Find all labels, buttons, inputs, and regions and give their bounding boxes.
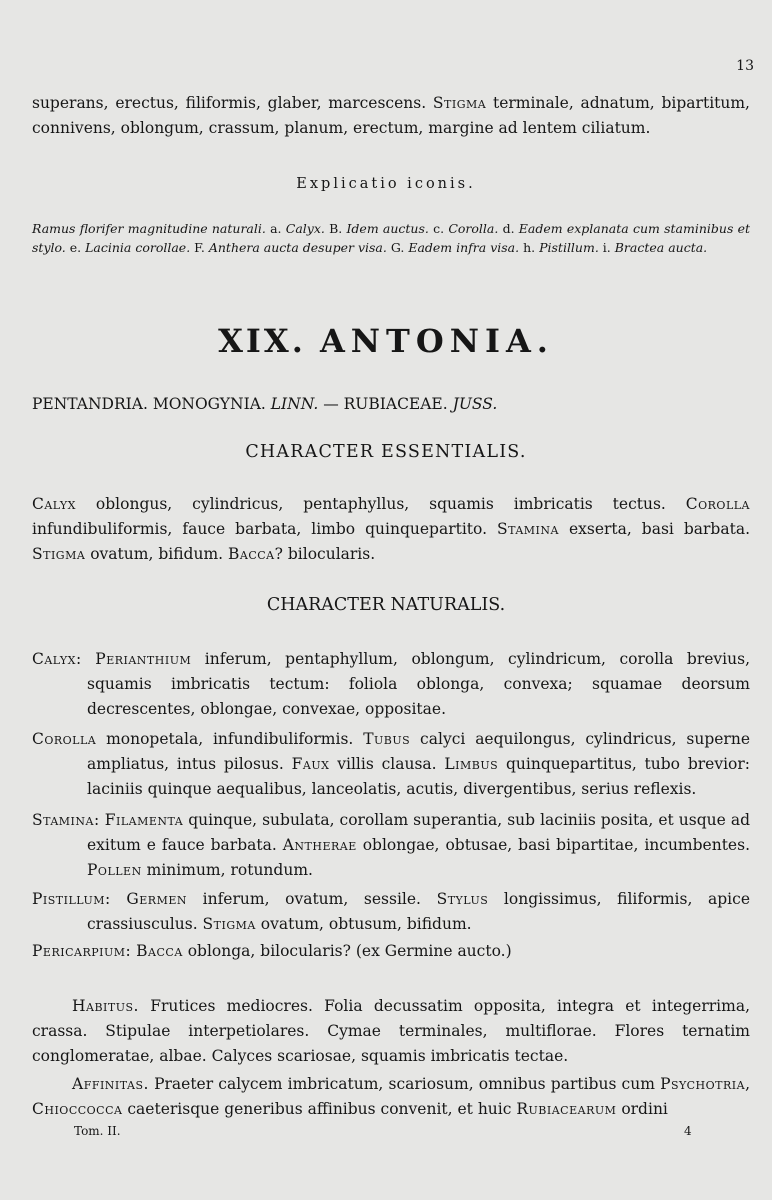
text-run: longissimus, filiformis, apice crassiusculus. (87, 890, 750, 933)
small-caps-term: Habitus. (72, 997, 139, 1015)
text-run: B. (324, 221, 347, 236)
text-run: i. (598, 240, 615, 255)
intro-line-1: superans, erectus, filiformis, glaber, marcescens. (32, 94, 427, 112)
text-run: exserta, basi barbata. (558, 520, 750, 538)
caption-italic-run: Anthera aucta desuper visa. (208, 240, 387, 255)
caption-italic-run: Idem auctus. (346, 221, 429, 236)
genus-title (0, 322, 772, 360)
text-run: minimum, rotundum. (141, 861, 313, 879)
small-caps-term: Psychotria (660, 1075, 746, 1093)
small-caps-term: Stylus (436, 890, 489, 908)
small-caps-term: Chioccocca (32, 1100, 123, 1118)
caption-italic-run: Pistillum. (539, 240, 599, 255)
text-run: oblongus, cylindricus, pentaphyllus, squamis imbricatis tectus. (76, 495, 686, 513)
small-caps-term: Stamina (497, 520, 559, 538)
naturalis-entry-pericarpium (32, 939, 750, 964)
footer-volume: Tom. II. (74, 1124, 121, 1138)
text-run: ovatum, obtusum, bifidum. (255, 915, 472, 933)
intro-line-1-end: terminale, adnatum, bipartitum, (493, 94, 750, 112)
text-run: d. (498, 221, 519, 236)
text-run: villis clausa. (329, 755, 445, 773)
small-caps-term: Pericarpium: (32, 942, 132, 960)
small-caps-term: Pollen (87, 861, 142, 879)
naturalis-entry-pistillum (32, 887, 750, 937)
footer-signature: 4 (684, 1124, 692, 1138)
text-run: infundibuliformis, fauce barbata, limbo quinquepartito. (32, 520, 497, 538)
text-run (82, 650, 96, 668)
caption-italic-run: Calyx. (285, 221, 325, 236)
text-run: ordini (616, 1100, 668, 1118)
caption-italic-run: Eadem infra visa. (408, 240, 520, 255)
small-caps-term: Tubus (363, 730, 411, 748)
text-run: h. (519, 240, 540, 255)
caption-italic-run: Lacinia corollae. (85, 240, 191, 255)
small-caps-term: Calyx (32, 495, 76, 513)
explicatio-heading: Explicatio iconis. (296, 176, 476, 192)
text-run: quinque, subulata, corollam superantia, sub laciniis posita, et usque ad exitum e fauce barbata. (87, 811, 750, 854)
text-run: inferum, ovatum, sessile. (187, 890, 437, 908)
naturalis-entry-stamina (32, 808, 750, 883)
classification-family: RUBIACEAE. (343, 395, 448, 413)
text-run: oblonga, bilocularis? (ex Germine aucto.) (182, 942, 512, 960)
text-run: inferum, pentaphyllum, oblongum, cylindricum, corolla brevius, squamis imbricatis tectum: foliola oblonga, convexa; squamae deorsum decrescentes, oblongae, convexae, oppositae. (87, 650, 750, 718)
explicatio-caption (32, 219, 750, 257)
intro-line-2: connivens, oblongum, crassum, planum, erectum, margine ad lentem ciliatum. (32, 119, 651, 137)
naturalis-heading: CHARACTER NATURALIS. (266, 595, 506, 615)
genus-number: XIX. (218, 322, 306, 360)
text-run: , (745, 1075, 750, 1093)
small-caps-term: Corolla (685, 495, 750, 513)
text-run: Frutices mediocres. Folia decussatim opposita, integra et integerrima, crassa. Stipulae interpetiolares. Cymae terminales, multiflorae. Flores ternatim conglomeratae, albae. Calyces scariosae, squamis imbricatis tectae. (32, 997, 750, 1065)
small-caps-term: Stigma (202, 915, 256, 933)
caption-italic-run: Ramus florifer magnitudine naturali. (32, 221, 266, 236)
naturalis-entry-calyx (32, 647, 750, 722)
text-run (111, 890, 127, 908)
text-run: e. (65, 240, 86, 255)
small-caps-term: Stamina: (32, 811, 100, 829)
classification-juss: JUSS. (452, 395, 498, 413)
classification-line (32, 395, 497, 413)
genus-name: ANTONIA. (319, 322, 554, 360)
small-caps-term: Bacca (136, 942, 183, 960)
text-run: calyci aequilongus, cylindricus, superne ampliatus, intus pilosus. (87, 730, 750, 773)
affinitas-paragraph (32, 1072, 750, 1122)
classification-dash: — (323, 395, 339, 413)
text-run: G. (386, 240, 409, 255)
text-run: c. (428, 221, 449, 236)
small-caps-term: Antherae (282, 836, 357, 854)
small-caps-term: Germen (126, 890, 188, 908)
small-caps-term: Faux (291, 755, 330, 773)
small-caps-term: Pistillum: (32, 890, 111, 908)
text-run: Praeter calycem imbricatum, scariosum, omnibus partibus cum (148, 1075, 661, 1093)
naturalis-entry-corolla (32, 727, 750, 802)
small-caps-term: Rubiacearum (516, 1100, 617, 1118)
small-caps-term: Corolla (32, 730, 97, 748)
page-number: 13 (736, 58, 754, 74)
small-caps-term: Filamenta (104, 811, 184, 829)
intro-stigma-label: Stigma (432, 94, 487, 112)
small-caps-term: Bacca (228, 545, 275, 563)
small-caps-term: Perianthium (95, 650, 192, 668)
caption-italic-run: Eadem explanata cum staminibus et stylo. (32, 221, 751, 255)
habitus-paragraph (32, 994, 750, 1069)
classification-system: PENTANDRIA. MONOGYNIA. (32, 395, 266, 413)
small-caps-term: Limbus (444, 755, 499, 773)
text-run: a. (265, 221, 286, 236)
text-run: oblongae, obtusae, basi bipartitae, incumbentes. (356, 836, 750, 854)
small-caps-term: Affinitas. (72, 1075, 149, 1093)
text-run: F. (190, 240, 209, 255)
text-run: caeterisque generibus affinibus convenit, et huic (122, 1100, 517, 1118)
small-caps-term: Stigma (32, 545, 86, 563)
text-run: ovatum, bifidum. (85, 545, 228, 563)
text-run: ? bilocularis. (274, 545, 376, 563)
small-caps-term: Calyx: (32, 650, 82, 668)
text-run: monopetala, infundibuliformis. (96, 730, 364, 748)
classification-linn: LINN. (270, 395, 319, 413)
essentialis-heading: CHARACTER ESSENTIALIS. (245, 442, 527, 462)
essentialis-paragraph (32, 492, 750, 567)
intro-paragraph (32, 91, 750, 141)
caption-italic-run: Bractea aucta. (614, 240, 708, 255)
caption-italic-run: Corolla. (448, 221, 499, 236)
text-run: quinquepartitus, tubo brevior: laciniis quinque aequalibus, lanceolatis, acutis, divergentibus, serius reflexis. (87, 755, 751, 798)
